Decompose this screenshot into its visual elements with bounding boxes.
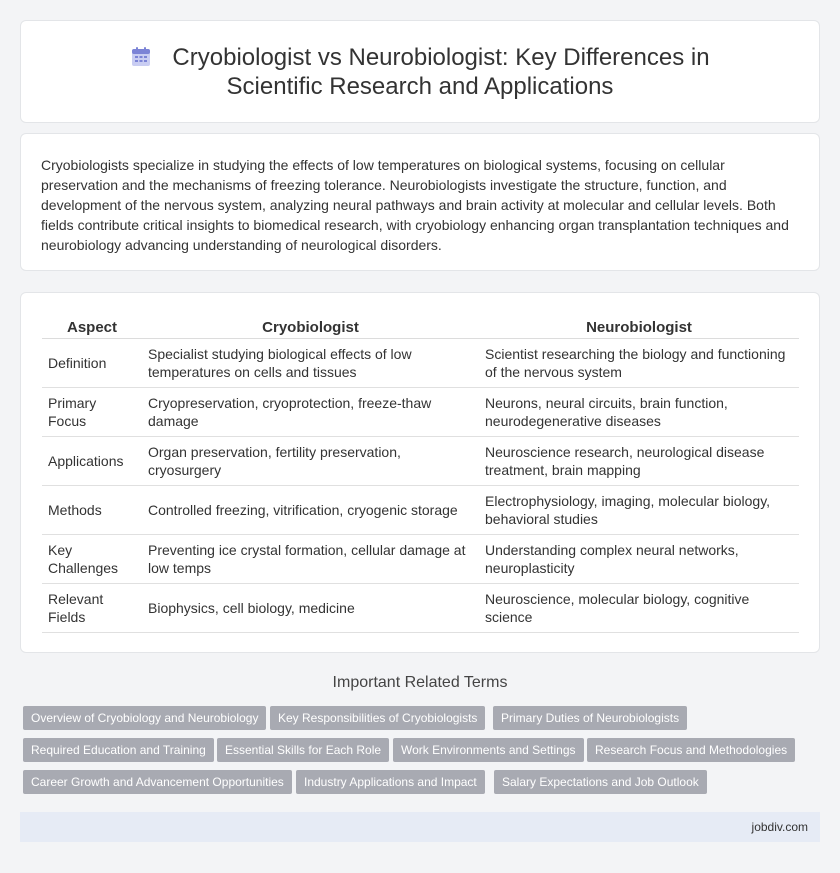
related-term-tag[interactable]: Primary Duties of Neurobiologists — [493, 706, 687, 730]
table-row — [42, 485, 799, 534]
related-term-tag[interactable]: Salary Expectations and Job Outlook — [494, 770, 707, 794]
row-cryobiologist: Organ preservation, fertility preservation, cryosurgery — [142, 436, 479, 485]
intro-card — [20, 133, 820, 271]
comparison-table-card — [20, 292, 820, 653]
row-neurobiologist: Neuroscience, molecular biology, cognitive science — [479, 583, 799, 632]
related-term-tag[interactable]: Industry Applications and Impact — [296, 770, 485, 794]
row-aspect: Applications — [42, 436, 142, 485]
row-aspect: Primary Focus — [42, 387, 142, 436]
intro-paragraph: Cryobiologists specialize in studying the effects of low temperatures on biological systems, focusing on cellular preservation and the mechanisms of freezing tolerance. Neurobiologists investigate the structure, function, and development of the nervous system, analyzing neural pathways and brain activity at molecular and cellular levels. Both fields contribute critical insights to biomedical research, with cryobiology enhancing organ transplantation techniques and neurobiology advancing understanding of neurological disorders. — [41, 157, 789, 253]
column-header-neurobiologist: Neurobiologist — [479, 312, 799, 338]
page-title — [21, 43, 819, 101]
row-aspect: Relevant Fields — [42, 583, 142, 632]
row-neurobiologist: Neuroscience research, neurological disease treatment, brain mapping — [479, 436, 799, 485]
comparison-table — [42, 312, 799, 633]
calendar-icon — [130, 46, 152, 68]
column-header-cryobiologist: Cryobiologist — [142, 312, 479, 338]
row-cryobiologist: Cryopreservation, cryoprotection, freeze-thaw damage — [142, 387, 479, 436]
table-row — [42, 436, 799, 485]
table-row — [42, 583, 799, 632]
column-header-aspect: Aspect — [42, 312, 142, 338]
related-terms-title: Important Related Terms — [332, 674, 508, 691]
footer-site-name[interactable]: jobdiv.com — [751, 820, 808, 834]
row-aspect: Key Challenges — [42, 534, 142, 583]
related-term-tag[interactable]: Overview of Cryobiology and Neurobiology — [23, 706, 266, 730]
related-term-tag[interactable]: Essential Skills for Each Role — [217, 738, 389, 762]
row-cryobiologist: Preventing ice crystal formation, cellular damage at low temps — [142, 534, 479, 583]
row-neurobiologist: Understanding complex neural networks, neuroplasticity — [479, 534, 799, 583]
table-row — [42, 387, 799, 436]
table-row — [42, 534, 799, 583]
related-term-tag[interactable]: Research Focus and Methodologies — [587, 738, 795, 762]
table-row — [42, 338, 799, 387]
footer — [20, 812, 820, 842]
page-title-text: Cryobiologist vs Neurobiologist: Key Differences in Scientific Research and Applications — [172, 44, 710, 100]
row-neurobiologist: Scientist researching the biology and functioning of the nervous system — [479, 338, 799, 387]
related-term-tag[interactable]: Career Growth and Advancement Opportunities — [23, 770, 292, 794]
row-neurobiologist: Neurons, neural circuits, brain function, neurodegenerative diseases — [479, 387, 799, 436]
related-term-tag[interactable]: Work Environments and Settings — [393, 738, 584, 762]
row-cryobiologist: Specialist studying biological effects of low temperatures on cells and tissues — [142, 338, 479, 387]
row-cryobiologist: Biophysics, cell biology, medicine — [142, 583, 479, 632]
row-aspect: Methods — [42, 485, 142, 534]
related-term-tag[interactable]: Required Education and Training — [23, 738, 214, 762]
related-term-tag[interactable]: Key Responsibilities of Cryobiologists — [270, 706, 485, 730]
row-neurobiologist: Electrophysiology, imaging, molecular biology, behavioral studies — [479, 485, 799, 534]
table-header-row — [42, 312, 799, 338]
row-aspect: Definition — [42, 338, 142, 387]
row-cryobiologist: Controlled freezing, vitrification, cryogenic storage — [142, 485, 479, 534]
header-card — [20, 20, 820, 123]
